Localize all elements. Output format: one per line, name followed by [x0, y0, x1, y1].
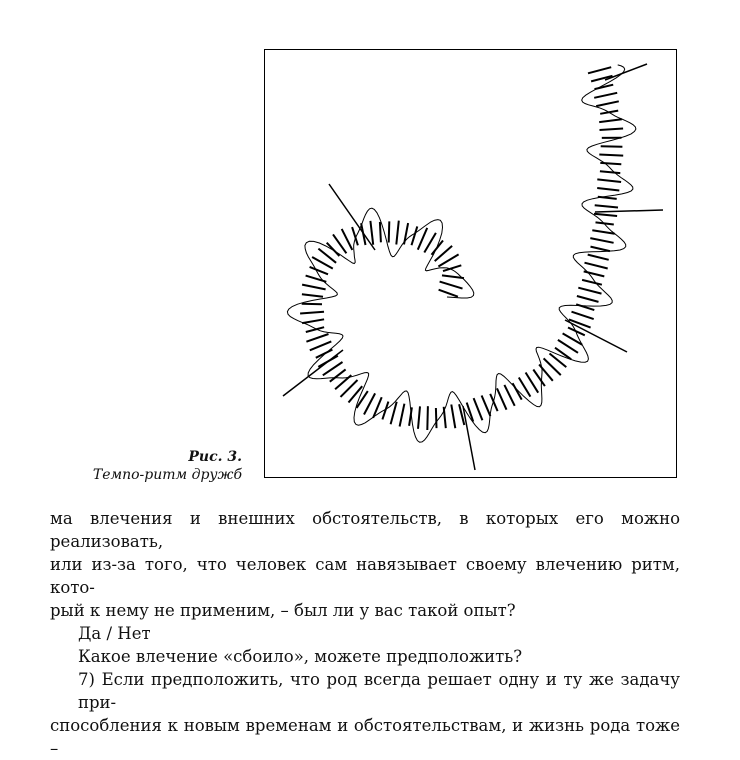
hatch-mark	[432, 241, 444, 255]
hatch-mark	[412, 226, 418, 245]
hatch-mark	[588, 255, 609, 260]
text-line: или из-за того, что человек сам навязывает своему влечению ритм, кото-	[50, 553, 680, 599]
paragraph-continuation	[50, 507, 680, 760]
hatch-mark	[349, 386, 363, 402]
hatch-mark	[451, 405, 455, 429]
hatch-mark	[550, 354, 567, 368]
tangent-stroke	[605, 64, 647, 80]
hatch-mark	[577, 296, 599, 302]
hatch-mark	[302, 294, 323, 296]
hatch-mark	[474, 398, 483, 420]
hatch-mark	[555, 348, 571, 360]
hatch-mark	[424, 233, 436, 253]
hatch-mark	[588, 67, 611, 73]
hatch-mark	[572, 312, 594, 319]
hatch-mark	[594, 93, 617, 98]
hatch-mark	[310, 341, 332, 350]
answer-option: Да / Нет	[50, 622, 680, 645]
hatch-mark	[389, 221, 390, 242]
hatch-mark	[316, 350, 333, 358]
figure-number: Рис. 3.	[40, 448, 242, 466]
hatch-mark	[595, 205, 618, 207]
hatch-mark	[590, 238, 613, 243]
hatch-mark	[364, 393, 375, 414]
hatch-mark	[504, 385, 514, 406]
hatch-mark	[533, 370, 545, 387]
question-text: Какое влечение «сбоило», можете предположить?	[50, 645, 680, 668]
hatch-mark	[584, 271, 605, 276]
hatch-mark	[440, 282, 463, 289]
hatch-mark	[591, 247, 610, 252]
hatch-mark	[482, 396, 491, 417]
hatch-mark	[442, 275, 464, 278]
hatch-mark	[302, 304, 322, 305]
hatch-mark	[600, 171, 620, 173]
hatch-mark	[396, 221, 399, 245]
hatch-mark	[600, 129, 624, 131]
hatch-mark	[578, 288, 601, 294]
hatch-mark	[600, 163, 621, 164]
spiral-drawing	[265, 50, 677, 478]
figure-rhythm-diagram	[264, 49, 677, 478]
hatch-mark	[370, 221, 373, 245]
hatch-mark	[302, 285, 326, 290]
hatch-mark	[400, 404, 405, 427]
hatch-mark	[436, 408, 437, 428]
hatch-mark	[404, 223, 408, 244]
tangent-stroke	[565, 320, 627, 352]
tangent-stroke	[283, 350, 343, 396]
hatch-mark	[596, 101, 619, 106]
hatch-mark	[330, 369, 346, 381]
hatch-mark	[352, 227, 358, 245]
hatch-mark	[427, 406, 428, 430]
text-line: ма влечения и внешних обстоятельств, в которых его можно реализовать,	[50, 507, 680, 553]
figure-title: Темпо-ритм дружб	[40, 466, 242, 484]
hatch-mark	[302, 319, 324, 323]
hatch-mark	[310, 267, 328, 274]
hatch-mark	[600, 111, 618, 114]
hatch-mark	[306, 334, 328, 342]
hatch-mark	[585, 263, 608, 269]
hatch-mark	[576, 304, 594, 310]
tangent-stroke	[595, 210, 663, 212]
hatch-mark	[418, 406, 420, 428]
item-7-line: способления к новым временам и обстоятельствам, и жизнь рода тоже –	[50, 714, 680, 760]
hatch-mark	[582, 280, 602, 285]
hatch-mark	[439, 290, 458, 297]
hatch-mark	[594, 214, 617, 216]
hatch-mark	[409, 407, 412, 425]
hatch-mark	[306, 276, 327, 282]
hatch-mark	[327, 243, 340, 256]
hatch-mark	[597, 188, 619, 191]
hatch-mark	[513, 383, 522, 399]
hatch-mark	[342, 229, 353, 250]
item-7-line: 7) Если предположить, что род всегда решает одну и ту же задачу при-	[50, 668, 680, 714]
text-line: рый к нему не применим, – был ли у вас такой опыт?	[50, 599, 680, 622]
hatch-mark	[444, 407, 446, 428]
hatch-mark	[300, 312, 324, 314]
hatch-mark	[597, 179, 621, 182]
hatch-mark	[467, 403, 474, 422]
hatch-mark	[601, 146, 623, 147]
hatch-mark	[598, 197, 617, 199]
hatch-mark	[596, 222, 614, 224]
hatch-mark	[599, 119, 622, 122]
hatch-mark	[497, 388, 507, 409]
hatch-mark	[418, 228, 427, 250]
hatch-mark	[599, 155, 623, 156]
hatch-mark	[380, 222, 381, 242]
